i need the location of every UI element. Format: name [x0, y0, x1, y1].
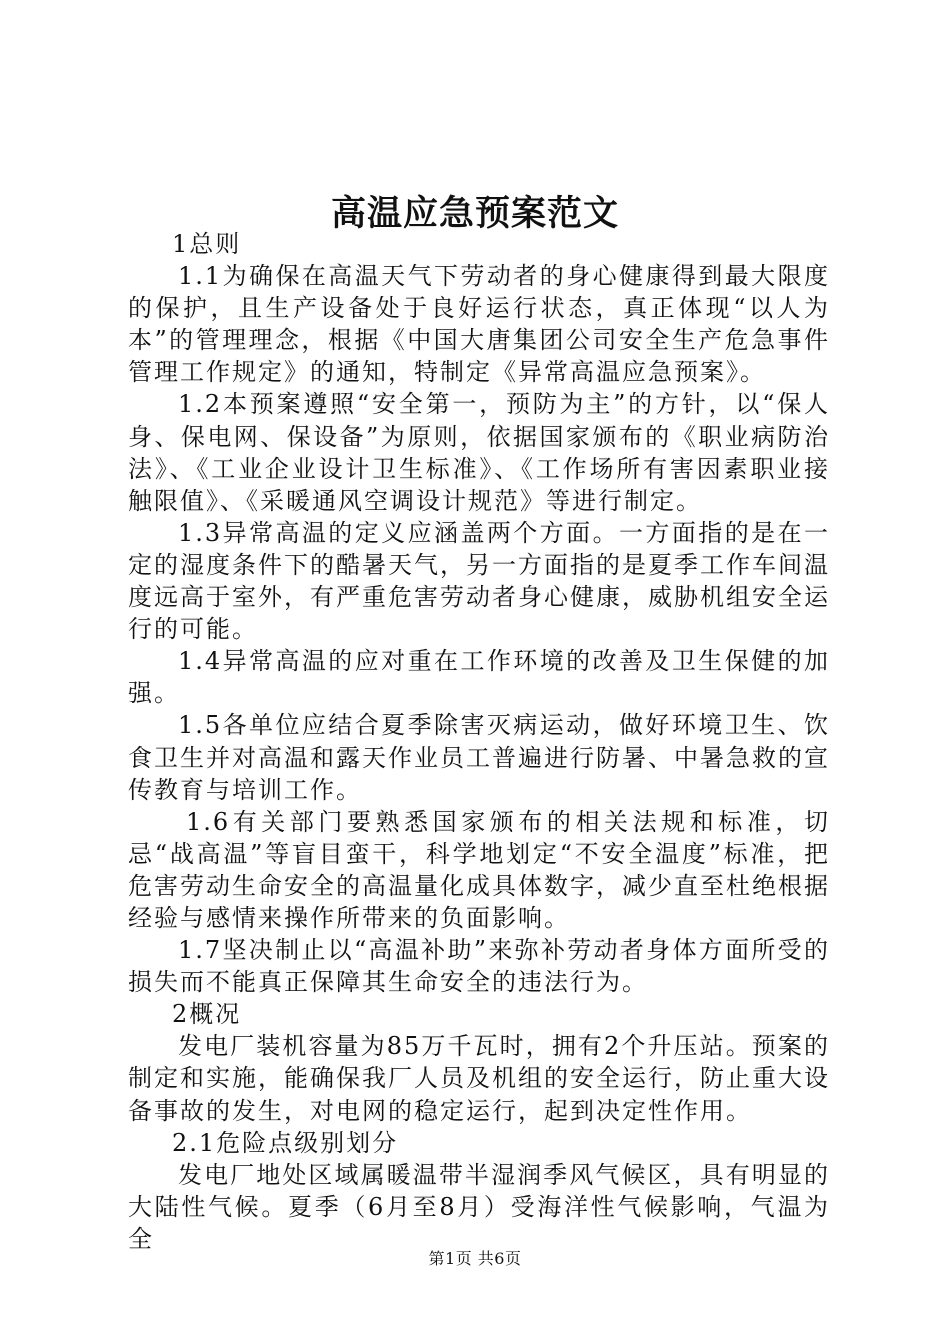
paragraph-1-5: 1.5各单位应结合夏季除害灭病运动，做好环境卫生、饮食卫生并对高温和露天作业员工普遍进行防暑、中暑急救的宣传教育与培训工作。	[128, 711, 830, 804]
section-heading-general: 1总则	[172, 230, 242, 258]
document-title: 高温应急预案范文	[330, 193, 619, 234]
paragraph-2-1: 发电厂地处区域属暖温带半湿润季风气候区，具有明显的大陆性气候。夏季（6月至8月）受海洋性气候影响，气温为全	[128, 1160, 830, 1253]
paragraph-1-4: 1.4异常高温的应对重在工作环境的改善及卫生保健的加强。	[128, 647, 830, 708]
page-footer: 第1页 共6页	[428, 1249, 522, 1268]
paragraph-1-6: 1.6有关部门要熟悉国家颁布的相关法规和标准，切忌“战高温”等盲目蛮干，科学地划定“不安全温度”标准，把危害劳动生命安全的高温量化成具体数字，减少直至杜绝根据经验与感情来操作所带来的负面影响。	[128, 807, 830, 932]
paragraph-1-2: 1.2本预案遵照“安全第一，预防为主”的方针，以“保人身、保电网、保设备”为原则，依据国家颁布的《职业病防治法》、《工业企业设计卫生标准》、《工作场所有害因素职业接触限值》、《采暖通风空调设计规范》等进行制定。	[128, 390, 830, 515]
section-heading-overview: 2概况	[172, 1000, 242, 1029]
paragraph-overview: 发电厂装机容量为85万千瓦时，拥有2个升压站。预案的制定和实施，能确保我厂人员及机组的安全运行，防止重大设备事故的发生，对电网的稳定运行，起到决定性作用。	[128, 1032, 830, 1125]
document-body	[128, 228, 830, 1255]
paragraph-1-3: 1.3异常高温的定义应涵盖两个方面。一方面指的是在一定的湿度条件下的酷暑天气，另一方面指的是夏季工作车间温度远高于室外，有严重危害劳动者身心健康，威胁机组安全运行的可能。	[128, 518, 830, 644]
paragraph-1-7: 1.7坚决制止以“高温补助”来弥补劳动者身体方面所受的损失而不能真正保障其生命安全的违法行为。	[128, 936, 830, 997]
section-heading-2-1: 2.1危险点级别划分	[172, 1128, 399, 1157]
paragraph-1-1: 1.1为确保在高温天气下劳动者的身心健康得到最大限度的保护，且生产设备处于良好运行状态，真正体现“以人为本”的管理理念，根据《中国大唐集团公司安全生产危急事件管理工作规定》的通知，特制定《异常高温应急预案》。	[128, 262, 830, 387]
